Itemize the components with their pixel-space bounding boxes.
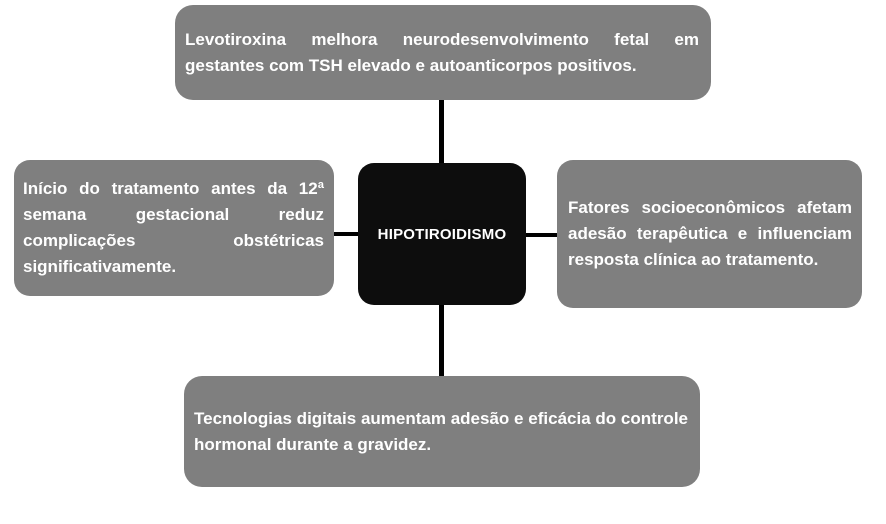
node-left <box>14 160 334 296</box>
node-bottom <box>184 376 700 487</box>
node-bottom-text: Tecnologias digitais aumentam adesão e eficácia do controle hormonal durante a gravidez. <box>194 408 688 454</box>
connector-bottom <box>439 305 444 376</box>
center-label: HIPOTIROIDISMO <box>377 225 507 243</box>
node-top-text: Levotiroxina melhora neurodesenvolvimento fetal em gestantes com TSH elevado e autoanticorpos positivos. <box>185 29 699 75</box>
node-top <box>175 5 711 100</box>
node-right-text: Fatores socioeconômicos afetam adesão terapêutica e influenciam resposta clínica ao tratamento. <box>568 198 852 269</box>
connector-top <box>439 100 444 163</box>
center-node <box>358 163 526 305</box>
node-right <box>557 160 862 308</box>
connector-right <box>526 233 557 237</box>
node-left-text: Início do tratamento antes da 12ª semana gestacional reduz complicações obstétricas significativamente. <box>23 179 324 276</box>
connector-left <box>334 232 358 236</box>
